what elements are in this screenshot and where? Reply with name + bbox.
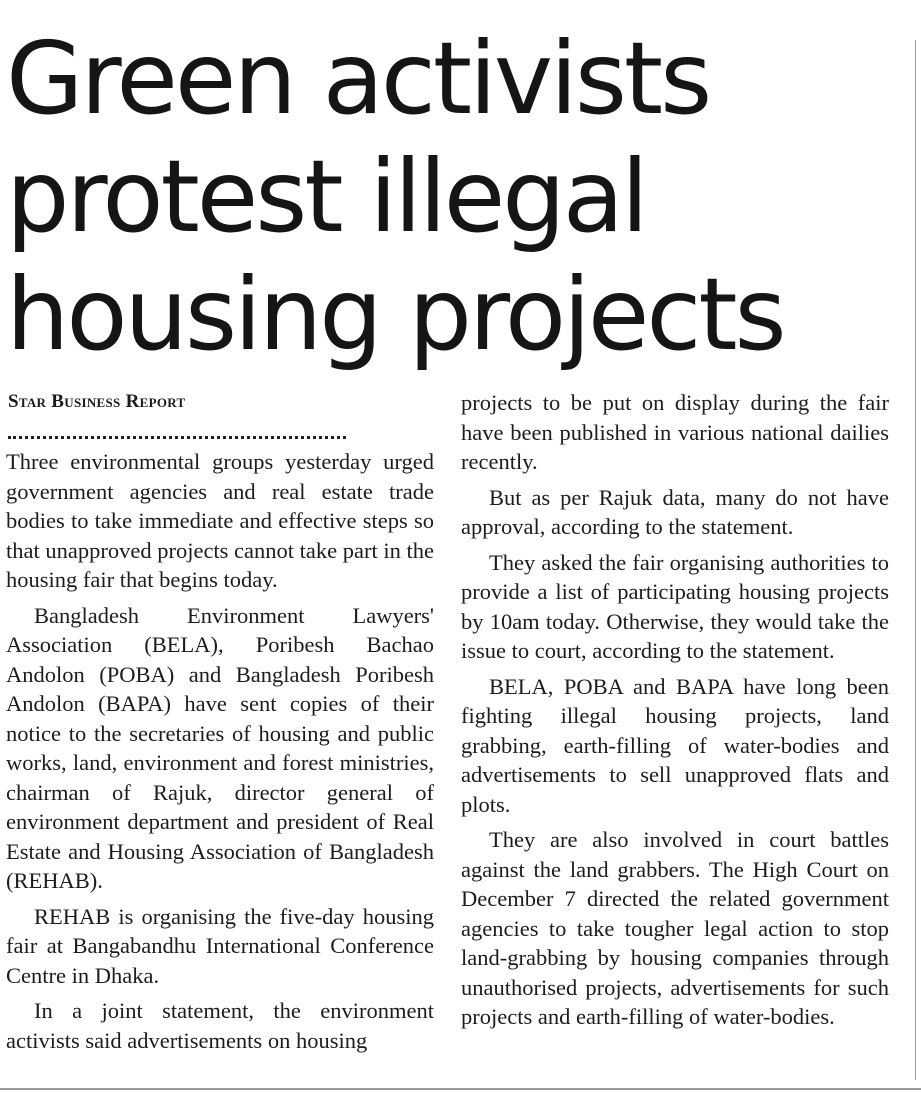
paragraph: In a joint statement, the environment activists said advertisements on housing [6,998,434,1053]
headline [6,20,906,374]
paragraph: They are also involved in court battles against the land grabbers. The High Court on December 7 directed the related government agencies to take tougher legal action to stop land-grabbing by housing companies through unauthorised projects, advertisements for such projects and earth-filling of water-bodies. [461,827,889,1029]
paragraph: Three environmental groups yesterday urged government agencies and real estate trade bodies to take immediate and effective steps so that unapproved projects cannot take part in the housing fair that begins today. [6,449,434,592]
paragraph: projects to be put on display during the fair have been published in various national dailies recently. [461,390,889,474]
byline: Star Business Report [8,391,186,412]
dotted-separator [8,436,346,439]
paragraph: Bangladesh Environment Lawyers' Association (BELA), Poribesh Bachao Andolon (POBA) and Bangladesh Poribesh Andolon (BAPA) have sent copies of their notice to the secretaries of housing and public works, land, environment and forest ministries, chairman of Rajuk, director general of environment department and president of Real Estate and Housing Association of Bangladesh (REHAB). [6,602,434,893]
article-column-right [461,388,889,1038]
paragraph: They asked the fair organising authorities to provide a list of participating housing projects by 10am today. Otherwise, they would take the issue to court, according to the statement. [461,549,889,663]
paragraph: But as per Rajuk data, many do not have approval, according to the statement. [461,484,889,539]
article-column-left [6,447,434,1061]
paragraph: REHAB is organising the five-day housing fair at Bangabandhu International Conference Centre in Dhaka. [6,903,434,988]
page-edge-rule [915,40,916,1080]
headline-line-1: Green activists [6,20,710,137]
page-bottom-rule [0,1088,921,1090]
headline-line-3: housing projects [6,256,784,373]
headline-line-2: protest illegal [6,138,646,255]
paragraph: BELA, POBA and BAPA have long been fighting illegal housing projects, land grabbing, earth-filling of water-bodies and advertisements to sell unapproved flats and plots. [461,673,889,817]
